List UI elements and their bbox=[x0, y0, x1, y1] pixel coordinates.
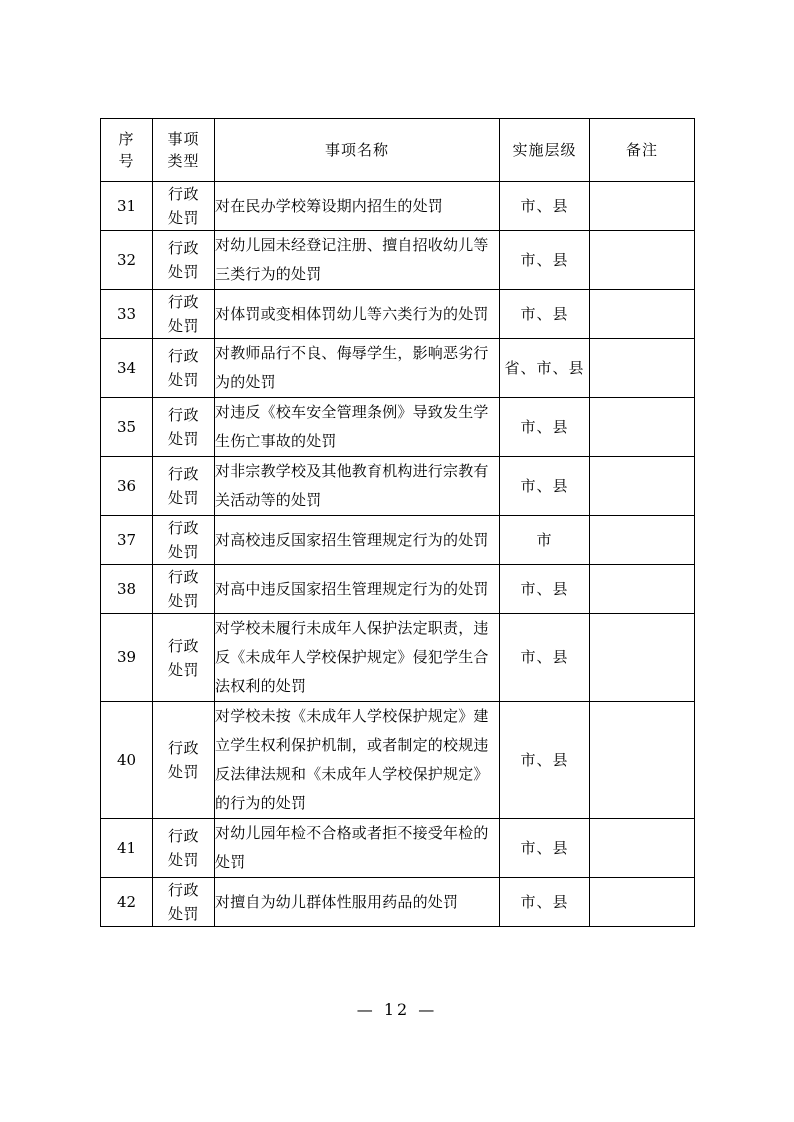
column-header-remark: 备注 bbox=[590, 119, 695, 182]
cell-name: 对违反《校车安全管理条例》导致发生学生伤亡事故的处罚 bbox=[215, 398, 500, 457]
table-row bbox=[101, 231, 695, 290]
table-row bbox=[101, 398, 695, 457]
table-row bbox=[101, 878, 695, 927]
table-body bbox=[101, 182, 695, 927]
table-row bbox=[101, 182, 695, 231]
cell-name: 对学校未履行未成年人保护法定职责，违反《未成年人学校保护规定》侵犯学生合法权利的处罚 bbox=[215, 614, 500, 702]
cell-remark bbox=[590, 182, 695, 231]
cell-type bbox=[153, 339, 215, 398]
cell-type bbox=[153, 290, 215, 339]
cell-type bbox=[153, 516, 215, 565]
cell-type bbox=[153, 565, 215, 614]
cell-name: 对高中违反国家招生管理规定行为的处罚 bbox=[215, 565, 500, 614]
cell-name: 对体罚或变相体罚幼儿等六类行为的处罚 bbox=[215, 290, 500, 339]
cell-seq: 35 bbox=[101, 398, 153, 457]
cell-remark bbox=[590, 290, 695, 339]
cell-type-line1: 行政 bbox=[167, 881, 199, 899]
table-header bbox=[101, 119, 695, 182]
cell-level: 市 bbox=[500, 516, 590, 565]
column-header-seq-line2: 号 bbox=[118, 152, 135, 170]
cell-type-line2: 处罚 bbox=[167, 371, 199, 389]
cell-type-line1: 行政 bbox=[167, 739, 199, 757]
cell-type bbox=[153, 231, 215, 290]
cell-level: 市、县 bbox=[500, 878, 590, 927]
table-row bbox=[101, 457, 695, 516]
cell-seq: 34 bbox=[101, 339, 153, 398]
cell-type-line1: 行政 bbox=[167, 519, 199, 537]
table-row bbox=[101, 702, 695, 819]
column-header-seq bbox=[101, 119, 153, 182]
items-table bbox=[100, 118, 695, 927]
cell-seq: 39 bbox=[101, 614, 153, 702]
cell-type-line2: 处罚 bbox=[167, 543, 199, 561]
cell-type bbox=[153, 878, 215, 927]
cell-name: 对幼儿园未经登记注册、擅自招收幼儿等三类行为的处罚 bbox=[215, 231, 500, 290]
column-header-level: 实施层级 bbox=[500, 119, 590, 182]
cell-type-line2: 处罚 bbox=[167, 489, 199, 507]
cell-name: 对非宗教学校及其他教育机构进行宗教有关活动等的处罚 bbox=[215, 457, 500, 516]
cell-level: 市、县 bbox=[500, 290, 590, 339]
cell-name: 对在民办学校筹设期内招生的处罚 bbox=[215, 182, 500, 231]
cell-name: 对学校未按《未成年人学校保护规定》建立学生权利保护机制，或者制定的校规违反法律法规和《未成年人学校保护规定》的行为的处罚 bbox=[215, 702, 500, 819]
cell-type bbox=[153, 819, 215, 878]
cell-name: 对幼儿园年检不合格或者拒不接受年检的处罚 bbox=[215, 819, 500, 878]
table-row bbox=[101, 290, 695, 339]
cell-type-line1: 行政 bbox=[167, 465, 199, 483]
page-footer: — 12 — bbox=[356, 1000, 438, 1019]
cell-remark bbox=[590, 614, 695, 702]
table-row bbox=[101, 565, 695, 614]
cell-level: 市、县 bbox=[500, 398, 590, 457]
cell-seq: 31 bbox=[101, 182, 153, 231]
cell-seq: 42 bbox=[101, 878, 153, 927]
table-row bbox=[101, 516, 695, 565]
cell-remark bbox=[590, 231, 695, 290]
cell-type-line1: 行政 bbox=[167, 827, 199, 845]
cell-remark bbox=[590, 819, 695, 878]
column-header-type-line2: 类型 bbox=[167, 152, 200, 170]
cell-type-line2: 处罚 bbox=[167, 851, 199, 869]
cell-type-line1: 行政 bbox=[167, 568, 199, 586]
cell-remark bbox=[590, 702, 695, 819]
cell-seq: 33 bbox=[101, 290, 153, 339]
cell-type-line2: 处罚 bbox=[167, 430, 199, 448]
cell-remark bbox=[590, 516, 695, 565]
cell-type-line1: 行政 bbox=[167, 406, 199, 424]
cell-type-line2: 处罚 bbox=[167, 317, 199, 335]
cell-remark bbox=[590, 878, 695, 927]
cell-remark bbox=[590, 398, 695, 457]
cell-type-line1: 行政 bbox=[167, 185, 199, 203]
cell-type-line2: 处罚 bbox=[167, 592, 199, 610]
cell-level: 市、县 bbox=[500, 819, 590, 878]
table-header-row bbox=[101, 119, 695, 182]
cell-type-line2: 处罚 bbox=[167, 660, 199, 679]
column-header-type-line1: 事项 bbox=[167, 130, 200, 148]
cell-level: 市、县 bbox=[500, 614, 590, 702]
cell-type bbox=[153, 702, 215, 819]
cell-seq: 32 bbox=[101, 231, 153, 290]
cell-type bbox=[153, 182, 215, 231]
cell-type bbox=[153, 614, 215, 702]
cell-name: 对教师品行不良、侮辱学生，影响恶劣行为的处罚 bbox=[215, 339, 500, 398]
table-row bbox=[101, 614, 695, 702]
cell-type-line1: 行政 bbox=[167, 347, 199, 365]
cell-level: 市、县 bbox=[500, 702, 590, 819]
cell-name: 对高校违反国家招生管理规定行为的处罚 bbox=[215, 516, 500, 565]
cell-remark bbox=[590, 339, 695, 398]
cell-type-line2: 处罚 bbox=[167, 763, 199, 781]
cell-level: 市、县 bbox=[500, 231, 590, 290]
cell-type-line1: 行政 bbox=[167, 239, 199, 257]
table-row bbox=[101, 819, 695, 878]
cell-type-line2: 处罚 bbox=[167, 905, 199, 923]
table-row bbox=[101, 339, 695, 398]
cell-type bbox=[153, 457, 215, 516]
cell-remark bbox=[590, 457, 695, 516]
column-header-name: 事项名称 bbox=[215, 119, 500, 182]
column-header-seq-line1: 序 bbox=[118, 130, 135, 148]
column-header-type bbox=[153, 119, 215, 182]
cell-seq: 41 bbox=[101, 819, 153, 878]
cell-type-line2: 处罚 bbox=[167, 209, 199, 227]
cell-seq: 38 bbox=[101, 565, 153, 614]
cell-type-line2: 处罚 bbox=[167, 263, 199, 281]
cell-level: 市、县 bbox=[500, 457, 590, 516]
cell-type bbox=[153, 398, 215, 457]
cell-level: 省、市、县 bbox=[500, 339, 590, 398]
cell-seq: 37 bbox=[101, 516, 153, 565]
cell-remark bbox=[590, 565, 695, 614]
cell-name: 对擅自为幼儿群体性服用药品的处罚 bbox=[215, 878, 500, 927]
cell-level: 市、县 bbox=[500, 182, 590, 231]
cell-seq: 40 bbox=[101, 702, 153, 819]
cell-type-line1: 行政 bbox=[167, 636, 199, 655]
cell-type-line1: 行政 bbox=[167, 293, 199, 311]
cell-seq: 36 bbox=[101, 457, 153, 516]
cell-level: 市、县 bbox=[500, 565, 590, 614]
